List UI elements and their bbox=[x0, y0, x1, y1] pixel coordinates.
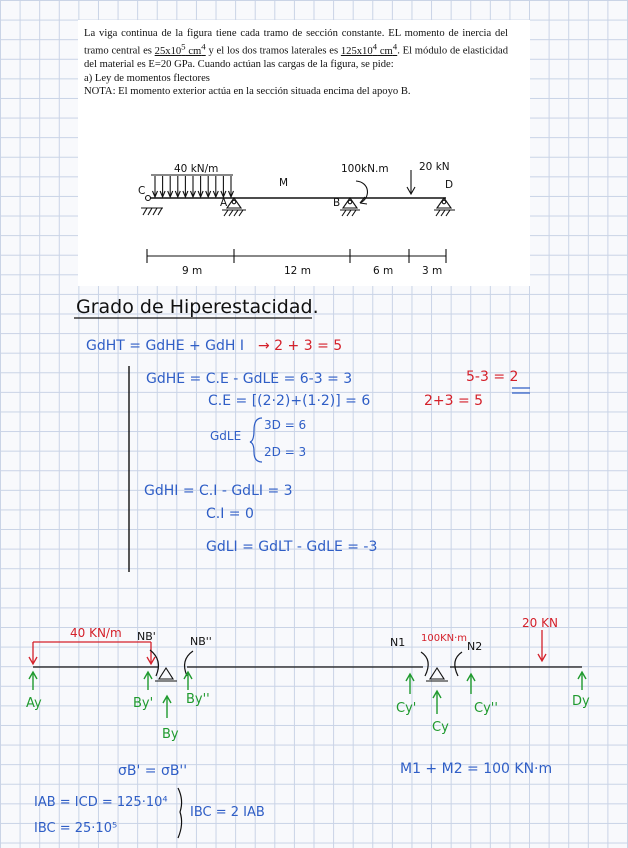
n2-arc bbox=[455, 652, 462, 676]
inertia-lateral: $125x10^4$ $cm^4$ bbox=[340, 41, 398, 57]
eq-gdli: GdLI = GdLT - GdLE = -3 bbox=[206, 539, 378, 555]
fbd-support-c bbox=[430, 668, 444, 679]
note: NOTA: El momento exterior actúa en la sección situada encima del apoyo B. bbox=[84, 86, 411, 98]
eq-gdle: GdLE bbox=[210, 429, 242, 443]
label-ay: Ay bbox=[26, 696, 42, 711]
eq-ci: C.I = 0 bbox=[206, 506, 254, 522]
fbd-n1: N1 bbox=[390, 636, 406, 649]
label-dy: Dy bbox=[572, 694, 590, 709]
eq-iab: IAB = ICD = 125·10⁴ bbox=[34, 795, 168, 810]
label-cy: Cy bbox=[432, 720, 449, 735]
statement-part: y el los dos tramos laterales es bbox=[205, 45, 341, 57]
eq-moments: M1 + M2 = 100 KN·m bbox=[400, 761, 553, 777]
fig-dim-4: 3 m bbox=[422, 265, 443, 277]
fig-dist-load-label: 40 kN/m bbox=[174, 163, 219, 175]
fig-dim-3: 6 m bbox=[373, 265, 394, 277]
side-calc-1: 5-3 = 2 bbox=[466, 369, 519, 385]
n1-arc bbox=[421, 652, 428, 676]
label-cy1: Cy' bbox=[396, 701, 417, 716]
fbd-moment-label: 100KN·m bbox=[421, 633, 468, 644]
fig-moment-label: M bbox=[279, 177, 289, 189]
fbd-nb2: NB'' bbox=[190, 635, 212, 648]
statement-part: . El módulo de elasticidad del material es E=20 GPa. Cuando actúan las cargas de la figura, se pide: bbox=[84, 45, 509, 71]
statement-part: La viga continua de la figura tiene cada tramo de sección constante. EL momento de inercia del tramo central es bbox=[84, 28, 508, 57]
fig-a-label: A bbox=[220, 197, 228, 209]
label-by: By bbox=[162, 727, 179, 742]
fig-c-label: C bbox=[138, 185, 146, 197]
fig-d-label: D bbox=[445, 179, 454, 191]
inertia-central: $25x10^5$ $cm^4$ bbox=[154, 41, 206, 57]
fig-point-load-label: 20 kN bbox=[419, 161, 450, 173]
label-by1: By' bbox=[133, 696, 154, 711]
side-calc-2: 2+3 = 5 bbox=[424, 393, 484, 409]
fbd-nb1: NB' bbox=[137, 630, 156, 643]
eq-gdht-result: → 2 + 3 = 5 bbox=[258, 338, 343, 354]
eq-gdhe: GdHE = C.E - GdLE = 6-3 = 3 bbox=[146, 371, 353, 387]
fig-dim-1: 9 m bbox=[182, 265, 203, 277]
eq-gdle-2d: 2D = 3 bbox=[264, 445, 307, 459]
fbd-dist-load-label: 40 KN/m bbox=[70, 626, 122, 640]
fbd-n2: N2 bbox=[467, 640, 483, 653]
eq-ce: C.E = [(2·2)+(1·2)] = 6 bbox=[208, 393, 371, 409]
fbd-support-b bbox=[159, 668, 173, 679]
notes-heading: Grado de Hiperestacidad. bbox=[76, 296, 319, 318]
label-by2: By'' bbox=[186, 692, 210, 707]
item-a: a) Ley de momentos flectores bbox=[84, 72, 210, 84]
label-cy2: Cy'' bbox=[474, 701, 498, 716]
fig-dim-2: 12 m bbox=[284, 265, 311, 277]
eq-gdle-3d: 3D = 6 bbox=[264, 418, 307, 432]
fig-moment-load-label: 100kN.m bbox=[341, 163, 389, 175]
eq-gdhi: GdHI = C.I - GdLI = 3 bbox=[144, 483, 293, 499]
fbd-point-load-label: 20 KN bbox=[522, 616, 558, 630]
eq-ibc-rel: IBC = 2 IAB bbox=[190, 805, 265, 820]
fig-b-label: B bbox=[333, 197, 341, 209]
eq-gdht: GdHT = GdHE + GdH I bbox=[86, 338, 245, 354]
eq-ibc: IBC = 25·10⁵ bbox=[34, 821, 118, 836]
eq-compat: σB' = σB'' bbox=[118, 763, 188, 779]
